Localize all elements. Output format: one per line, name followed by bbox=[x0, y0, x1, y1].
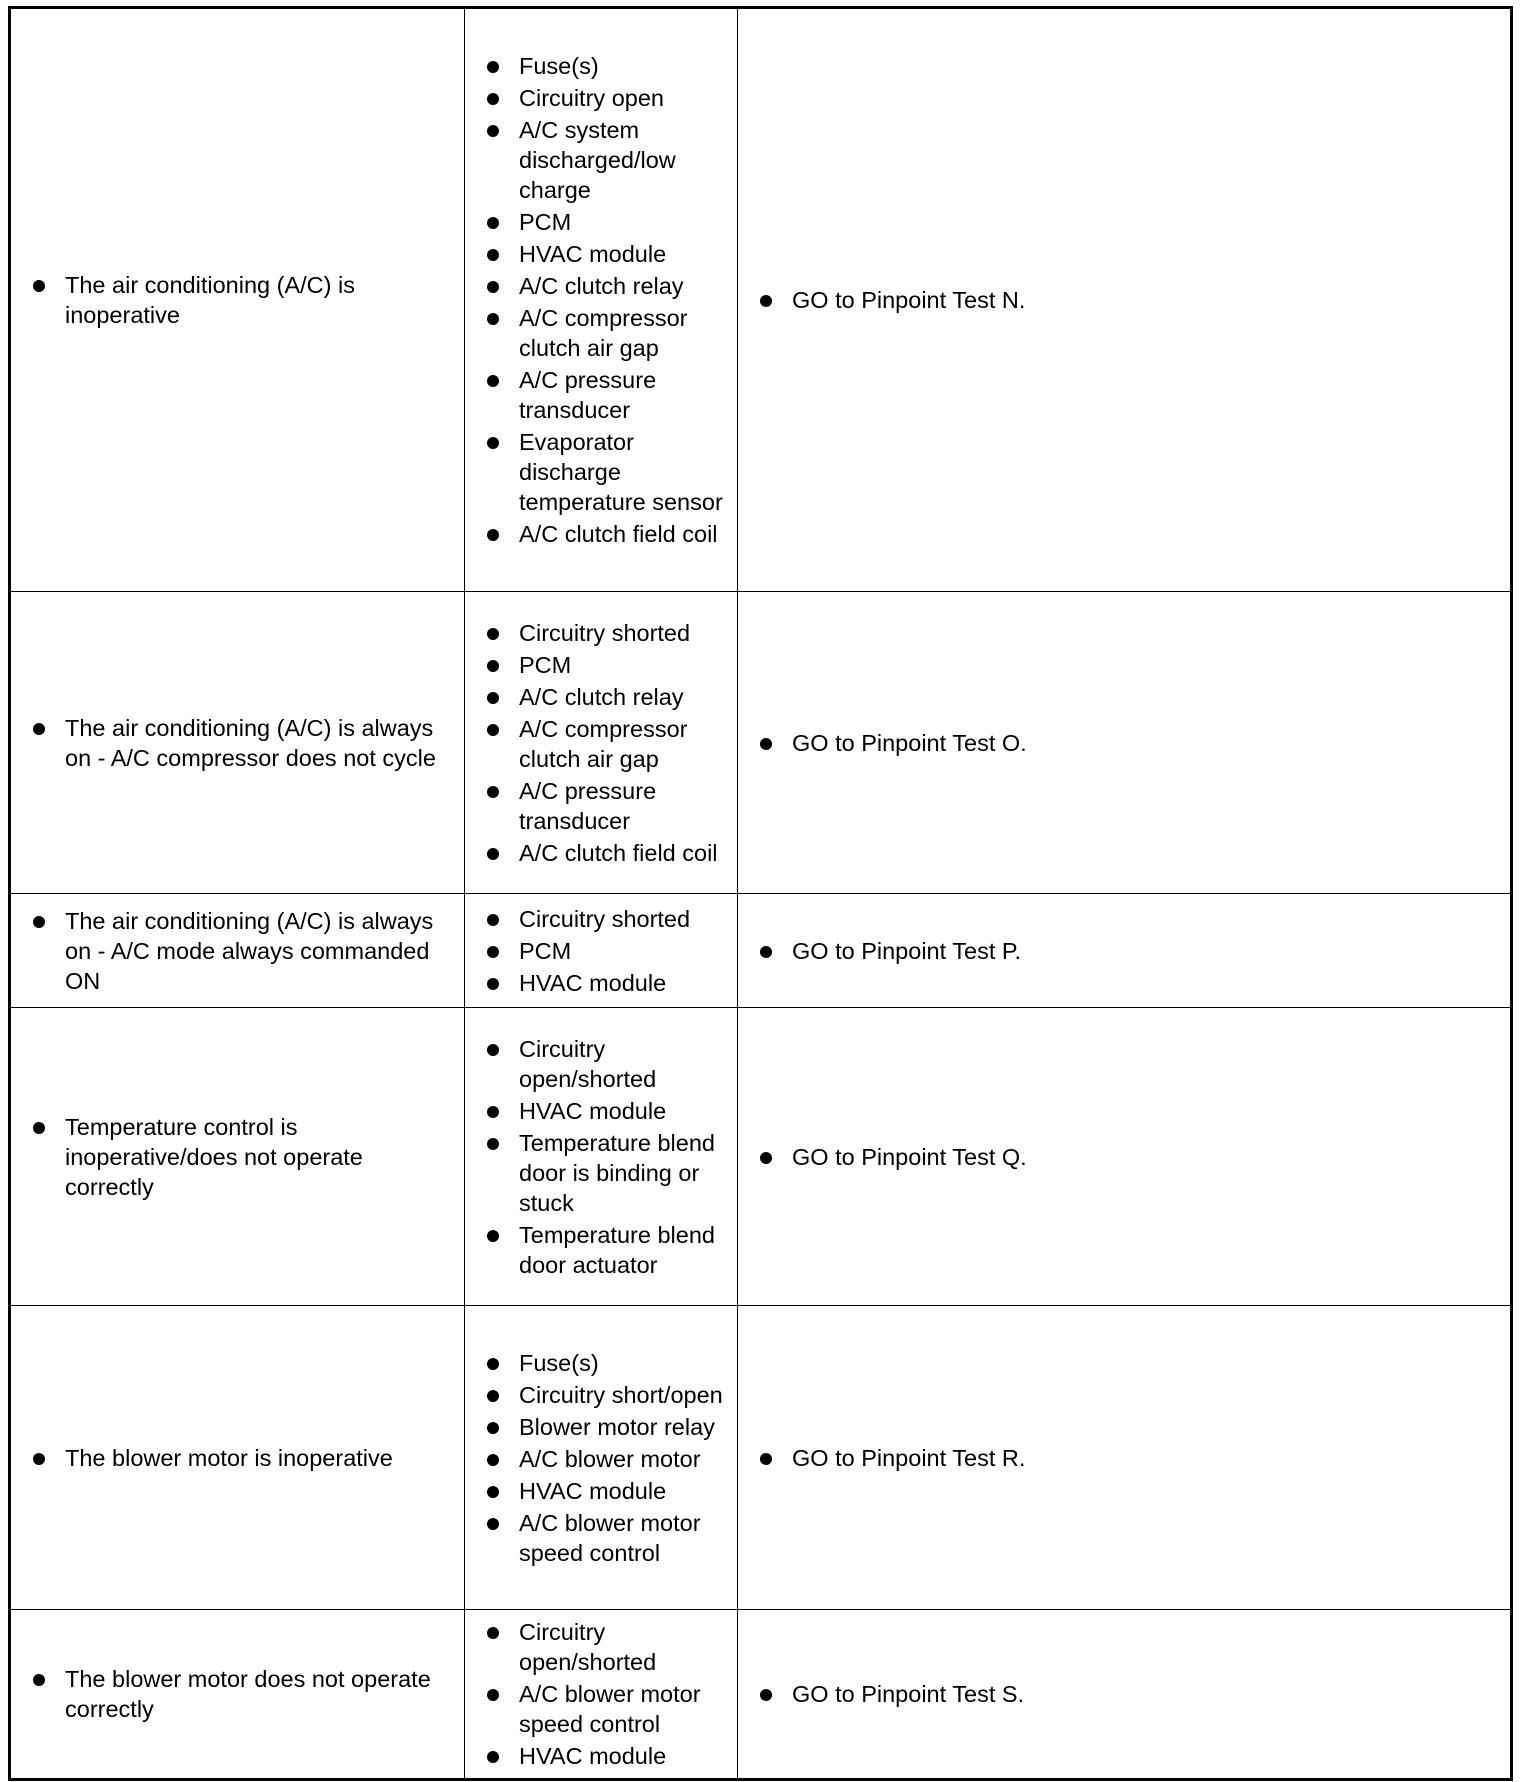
action-cell bbox=[738, 592, 1512, 894]
list-item: Circuitry open/shorted bbox=[487, 1034, 731, 1094]
possible-source-cell bbox=[465, 8, 738, 592]
table-row bbox=[10, 1008, 1512, 1306]
possible-source-cell bbox=[465, 1610, 738, 1780]
list-item: Evaporator discharge temperature sensor bbox=[487, 427, 731, 517]
list-item: Circuitry shorted bbox=[487, 618, 731, 648]
list-item: A/C clutch relay bbox=[487, 271, 731, 301]
symptom-cell bbox=[10, 592, 465, 894]
possible-source-cell bbox=[465, 592, 738, 894]
list-item: A/C blower motor bbox=[487, 1444, 731, 1474]
list-item: A/C clutch field coil bbox=[487, 838, 731, 868]
list-item: Circuitry open/shorted bbox=[487, 1617, 731, 1677]
action-cell bbox=[738, 1610, 1512, 1780]
table-row bbox=[10, 592, 1512, 894]
symptom-text: The air conditioning (A/C) is always on - A/C compressor does not cycle bbox=[33, 713, 456, 773]
symptom-text: The blower motor is inoperative bbox=[33, 1443, 456, 1473]
list-item: HVAC module bbox=[487, 1476, 731, 1506]
table-row bbox=[10, 1306, 1512, 1610]
list-item: HVAC module bbox=[487, 968, 731, 998]
list-item: A/C blower motor speed control bbox=[487, 1508, 731, 1568]
action-text: GO to Pinpoint Test Q. bbox=[760, 1142, 1510, 1172]
list-item: A/C clutch field coil bbox=[487, 519, 731, 549]
symptom-chart bbox=[8, 6, 1513, 1778]
symptom-text: The blower motor does not operate correctly bbox=[33, 1664, 456, 1724]
list-item: Circuitry short/open bbox=[487, 1380, 731, 1410]
action-cell bbox=[738, 1008, 1512, 1306]
action-cell bbox=[738, 1306, 1512, 1610]
action-text: GO to Pinpoint Test O. bbox=[760, 728, 1510, 758]
symptom-table bbox=[8, 6, 1513, 1781]
list-item: Fuse(s) bbox=[487, 1348, 731, 1378]
list-item: PCM bbox=[487, 207, 731, 237]
list-item: Temperature blend door is binding or stuck bbox=[487, 1128, 731, 1218]
list-item: HVAC module bbox=[487, 239, 731, 269]
symptom-cell bbox=[10, 8, 465, 592]
action-text: GO to Pinpoint Test P. bbox=[760, 936, 1510, 966]
symptom-cell bbox=[10, 1306, 465, 1610]
table-row bbox=[10, 894, 1512, 1008]
list-item: A/C pressure transducer bbox=[487, 365, 731, 425]
possible-source-cell bbox=[465, 894, 738, 1008]
action-cell bbox=[738, 894, 1512, 1008]
action-cell bbox=[738, 8, 1512, 592]
list-item: A/C pressure transducer bbox=[487, 776, 731, 836]
list-item: A/C compressor clutch air gap bbox=[487, 714, 731, 774]
symptom-text: Temperature control is inoperative/does not operate correctly bbox=[33, 1112, 456, 1202]
list-item: HVAC module bbox=[487, 1741, 731, 1771]
list-item: Temperature blend door actuator bbox=[487, 1220, 731, 1280]
table-row bbox=[10, 8, 1512, 592]
action-text: GO to Pinpoint Test S. bbox=[760, 1679, 1510, 1709]
action-text: GO to Pinpoint Test N. bbox=[760, 285, 1510, 315]
symptom-text: The air conditioning (A/C) is inoperative bbox=[33, 270, 456, 330]
list-item: PCM bbox=[487, 936, 731, 966]
list-item: Circuitry shorted bbox=[487, 904, 731, 934]
list-item: HVAC module bbox=[487, 1096, 731, 1126]
possible-source-cell bbox=[465, 1306, 738, 1610]
symptom-cell bbox=[10, 1610, 465, 1780]
symptom-cell bbox=[10, 894, 465, 1008]
list-item: A/C clutch relay bbox=[487, 682, 731, 712]
list-item: Blower motor relay bbox=[487, 1412, 731, 1442]
list-item: PCM bbox=[487, 650, 731, 680]
table-row bbox=[10, 1610, 1512, 1780]
symptom-cell bbox=[10, 1008, 465, 1306]
list-item: A/C blower motor speed control bbox=[487, 1679, 731, 1739]
possible-source-cell bbox=[465, 1008, 738, 1306]
action-text: GO to Pinpoint Test R. bbox=[760, 1443, 1510, 1473]
list-item: A/C compressor clutch air gap bbox=[487, 303, 731, 363]
list-item: Circuitry open bbox=[487, 83, 731, 113]
list-item: Fuse(s) bbox=[487, 51, 731, 81]
list-item: A/C system discharged/low charge bbox=[487, 115, 731, 205]
symptom-text: The air conditioning (A/C) is always on - A/C mode always commanded ON bbox=[33, 906, 456, 996]
